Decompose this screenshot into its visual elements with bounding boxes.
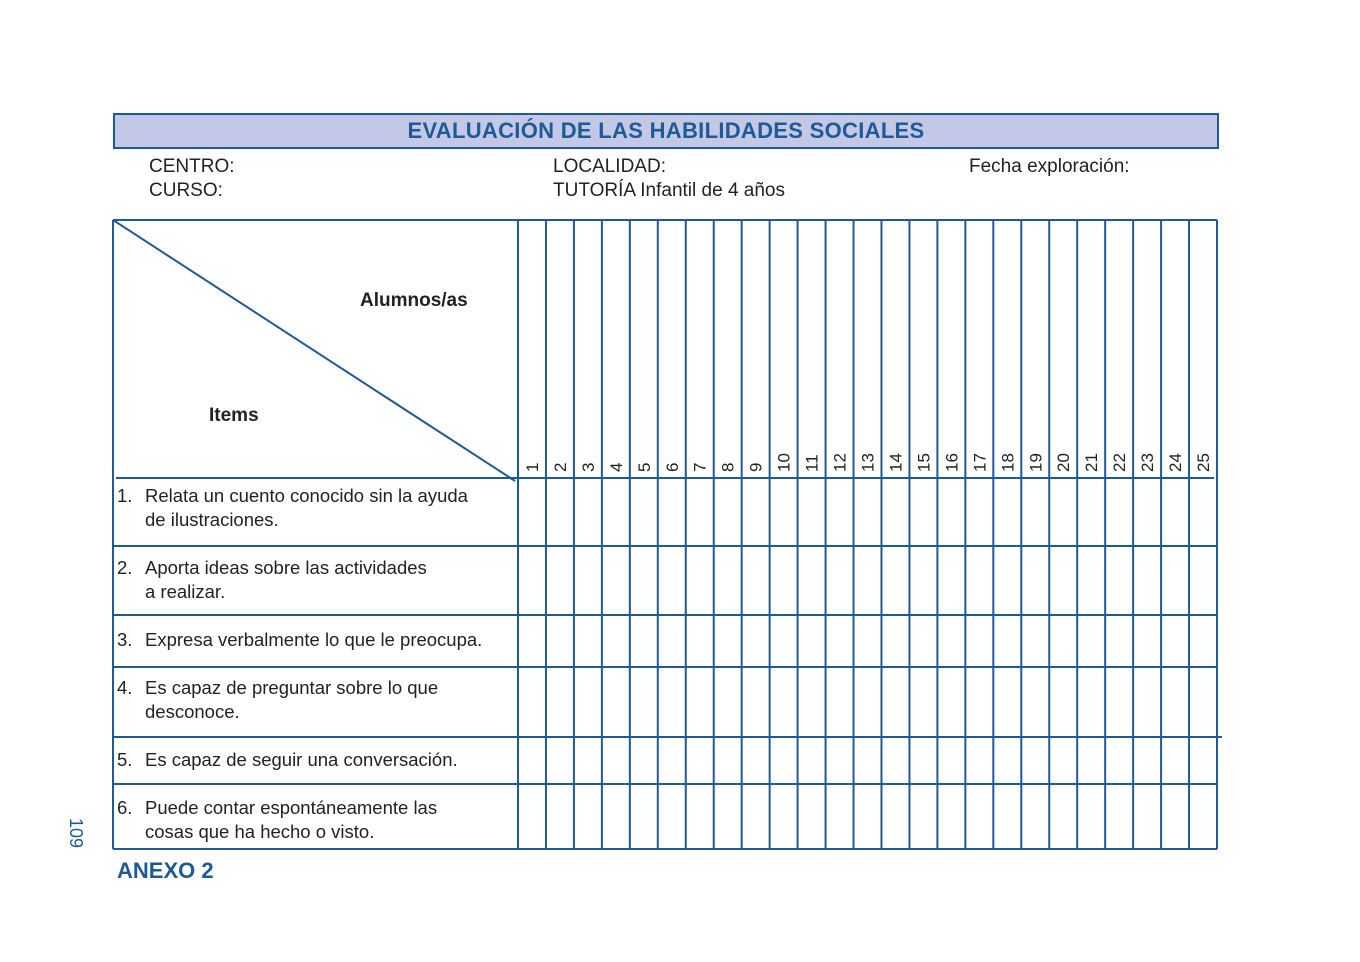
annex-label: ANEXO 2 [117, 858, 214, 883]
student-column-number: 9 [746, 462, 766, 472]
item-row-2 [117, 556, 517, 604]
item-text-line1: Relata un cuento conocido sin la ayuda [145, 485, 468, 506]
item-text-line2: a realizar. [145, 581, 226, 602]
item-number: 2. [117, 557, 133, 578]
item-row-1 [117, 484, 517, 532]
item-text-line1: Aporta ideas sobre las actividades [145, 557, 427, 578]
item-number: 3. [117, 629, 133, 650]
centro-label: CENTRO: [149, 156, 235, 177]
item-number: 6. [117, 797, 133, 818]
item-text-line2: cosas que ha hecho o visto. [145, 821, 375, 842]
student-column-number: 8 [718, 462, 738, 472]
curso-label: CURSO: [149, 180, 223, 201]
tutoria-label: TUTORÍA Infantil de 4 años [553, 180, 785, 201]
student-column-number: 25 [1194, 453, 1214, 472]
student-column-number: 14 [886, 453, 906, 472]
student-column-number: 11 [802, 454, 822, 472]
page-number: 109 [66, 818, 86, 849]
header-diagonal-line [113, 220, 515, 481]
student-column-number: 13 [858, 453, 878, 472]
fecha-exploracion-label: Fecha exploración: [969, 156, 1130, 177]
item-text-line1: Es capaz de preguntar sobre lo que [145, 677, 439, 698]
student-column-number: 3 [578, 462, 598, 472]
item-number: 1. [117, 485, 133, 506]
item-text-line1: Es capaz de seguir una conversación. [145, 749, 458, 770]
student-column-number: 19 [1026, 453, 1046, 472]
student-column-number: 24 [1166, 453, 1186, 472]
student-column-number: 16 [942, 453, 962, 472]
student-column-number: 1 [522, 462, 542, 472]
student-column-number: 23 [1138, 453, 1158, 472]
student-column-number: 5 [634, 462, 654, 472]
item-number: 5. [117, 749, 133, 770]
student-column-number: 10 [774, 453, 794, 472]
item-text-line1: Expresa verbalmente lo que le preocupa. [145, 629, 483, 650]
student-column-number: 20 [1054, 453, 1074, 472]
student-column-number: 12 [830, 453, 850, 472]
item-row-3 [117, 628, 517, 652]
student-column-number: 6 [662, 462, 682, 472]
item-text-line1: Puede contar espontáneamente las [145, 797, 438, 818]
item-row-6 [117, 796, 517, 844]
item-text-line2: de ilustraciones. [145, 509, 279, 530]
student-column-number: 21 [1082, 453, 1102, 472]
item-row-4 [117, 676, 517, 724]
student-column-number: 17 [970, 453, 990, 472]
student-column-number: 4 [606, 462, 626, 472]
localidad-label: LOCALIDAD: [553, 156, 666, 177]
form-title: EVALUACIÓN DE LAS HABILIDADES SOCIALES [407, 118, 925, 143]
item-number: 4. [117, 677, 133, 698]
student-column-number: 15 [914, 453, 934, 472]
items-header: Items [209, 405, 259, 426]
student-column-number: 18 [998, 453, 1018, 472]
alumnos-header: Alumnos/as [360, 290, 468, 311]
student-column-number: 7 [690, 462, 710, 472]
item-text-line2: desconoce. [145, 701, 240, 722]
item-row-5 [117, 748, 517, 772]
student-column-number: 22 [1110, 453, 1130, 472]
student-column-number: 2 [550, 462, 570, 472]
